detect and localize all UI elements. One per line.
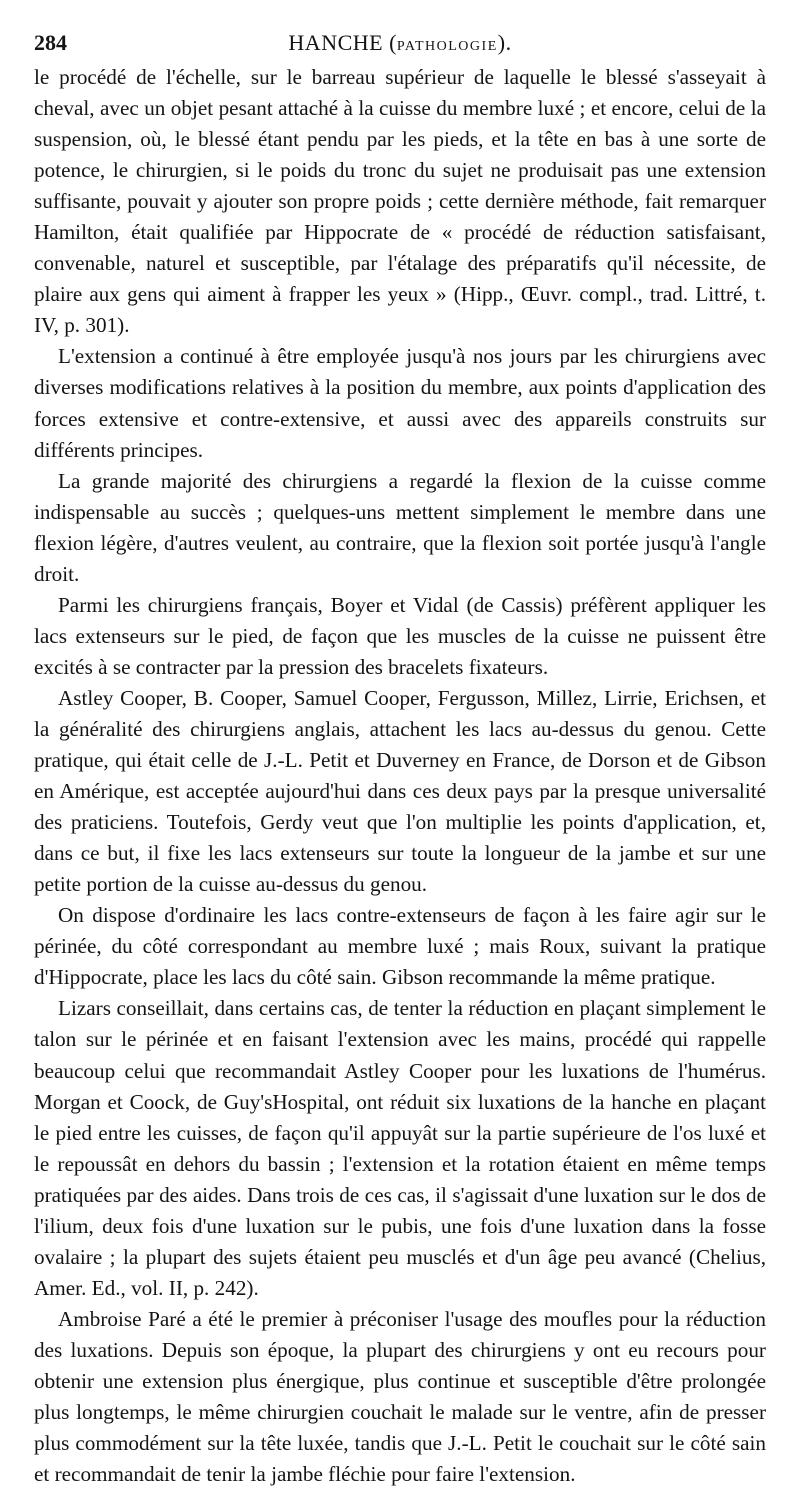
paragraph: La grande majorité des chirurgiens a regardé la flexion de la cuisse comme indispensable au succès ; quelques-uns mettent simplement le membre dans une flexion légère, d'autres veulent, au contraire, que la flexion soit portée jusqu'à l'angle droit. [34,468,766,586]
running-head [34,28,766,62]
paragraph: On dispose d'ordinaire les lacs contre-extenseurs de façon à les faire agir sur le périnée, du côté correspondant au membre luxé ; mais Roux, suivant la pratique d'Hippocrate, place les lacs du côté sain. Gibson recommande la même pratique. [34,903,766,990]
paragraph-continued: le procédé de l'échelle, sur le barreau supérieur de laquelle le blessé s'asseyait à cheval, avec un objet pesant attaché à la cuisse du membre luxé ; et encore, celui de la suspension, où, le blessé étant pendu par les pieds, et la tête en bas à une sorte de potence, le chirurgien, si le poids du tronc du sujet ne produisait pas une extension suffisante, pouvait y ajouter son propre poids ; cette dernière méthode, fait remarquer Hamilton, était qualifiée par Hippocrate de « procédé de réduction satisfaisant, convenable, naturel et susceptible, par l'étalage des préparatifs qu'il nécessite, de plaire aux gens qui aiment à frapper les yeux » (Hipp., Œuvr. compl., trad. Littré, t. IV, p. 301). [34,65,766,338]
page-number: 284 [34,30,67,55]
page-header [34,28,766,62]
body-text [34,62,766,1490]
paragraph: Ambroise Paré a été le premier à préconiser l'usage des moufles pour la réduction des luxations. Depuis son époque, la plupart des chirurgiens y ont eu recours pour obtenir une extension plus énergique, plus continue et susceptible d'être prolongée plus longtemps, le même chirurgien couchait le malade sur le ventre, afin de presser plus commodément sur la tête luxée, tandis que J.-L. Petit le couchait sur le côté sain et recommandait de tenir la jambe fléchie pour faire l'extension. [34,1306,766,1487]
paragraph: Lizars conseillait, dans certains cas, de tenter la réduction en plaçant simplement le talon sur le périnée et en faisant l'extension avec les mains, procédé qui rappelle beaucoup celui que recommandait Astley Cooper pour les luxations de l'humérus. Morgan et Coock, de Guy'sHospital, ont réduit six luxations de la hanche en plaçant le pied entre les cuisses, de façon qu'il appuyât sur la partie supérieure de l'os luxé et le repoussât en dehors du bassin ; l'extension et la rotation étaient en même temps pratiquées par des aides. Dans trois de ces cas, il s'agissait d'une luxation sur le dos de l'ilium, deux fois d'une luxation sur le pubis, une fois d'une luxation dans la fosse ovalaire ; la plupart des sujets étaient peu musclés et d'un âge peu avancé (Chelius, Amer. Ed., vol. II, p. 242). [34,996,766,1300]
paragraph: Parmi les chirurgiens français, Boyer et Vidal (de Cassis) préfèrent appliquer les lacs extenseurs sur le pied, de façon que les muscles de la cuisse ne puissent être excités à se contracter par la pression des bracelets fixateurs. [34,592,766,679]
book-page [34,28,766,1490]
paragraph: Astley Cooper, B. Cooper, Samuel Cooper, Fergusson, Millez, Lirrie, Erichsen, et la généralité des chirurgiens anglais, attachent les lacs au-dessus du genou. Cette pratique, qui était celle de J.-L. Petit et Duverney en France, de Dorson et de Gibson en Amérique, est acceptée aujourd'hui dans ces deux pays par la presque universalité des praticiens. Toutefois, Gerdy veut que l'on multiplie les points d'application, et, dans ce but, il fixe les lacs extenseurs sur toute la longueur de la jambe et sur une petite portion de la cuisse au-dessus du genou. [34,685,766,897]
running-head-close: ). [497,30,512,55]
running-head-section: PATHOLOGIE [396,39,498,54]
paragraph: L'extension a continué à être employée jusqu'à nos jours par les chirurgiens avec diverses modifications relatives à la position du membre, aux points d'application des forces extensive et contre-extensive, et aussi avec des appareils construits sur différents principes. [34,344,766,462]
running-head-title: HANCHE ( [288,30,397,55]
